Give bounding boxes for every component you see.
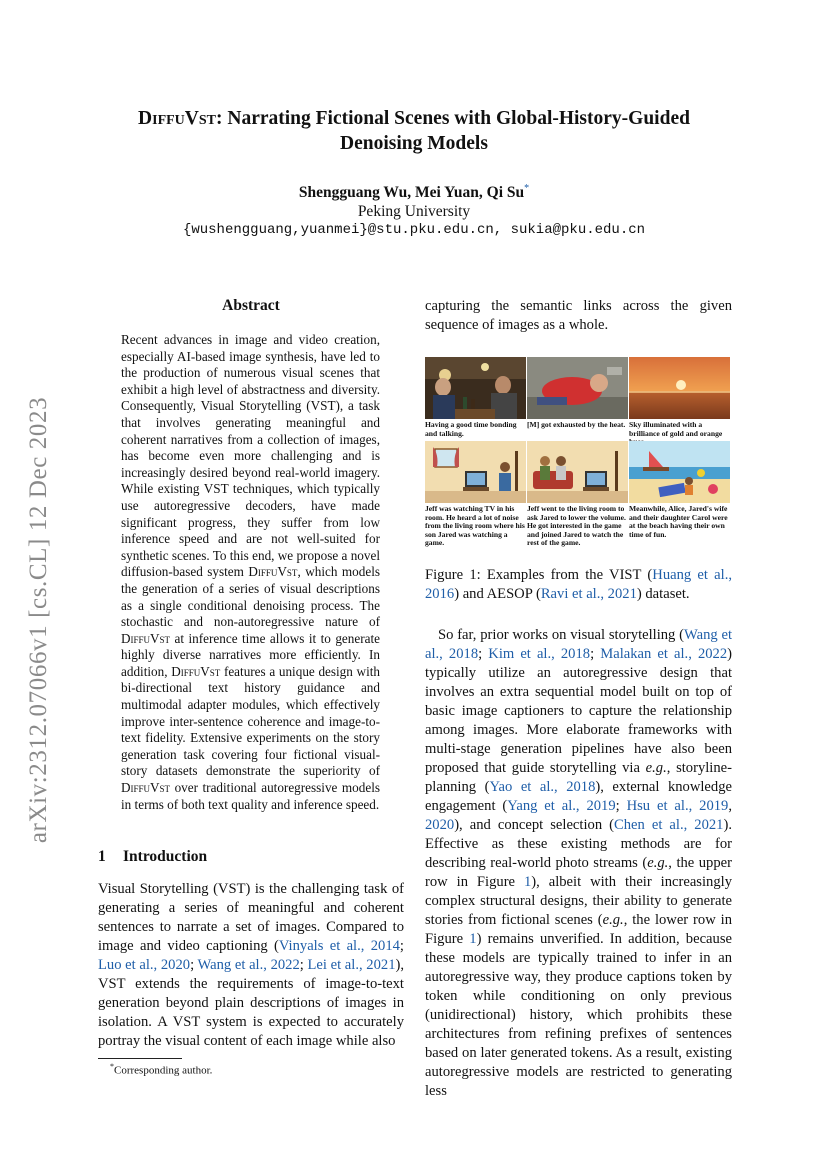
abstract-body — [121, 332, 380, 813]
body-text: , the lower row in Figure — [425, 912, 732, 947]
footnote-text: Corresponding author. — [114, 1064, 213, 1077]
body-text: ; — [190, 957, 198, 973]
continued-paragraph: capturing the semantic links across the given sequence of images as a whole. — [425, 298, 732, 333]
citation-link[interactable]: Hsu et al., 2019 — [626, 798, 729, 814]
body-text: , storyline-planning ( — [425, 760, 733, 795]
citation-link[interactable]: Wang et al., 2022 — [197, 957, 300, 973]
body-text: ), and concept selection ( — [454, 817, 615, 833]
citation-link[interactable]: Malakan et al., 2022 — [600, 646, 728, 662]
photo-sunset — [629, 357, 730, 419]
illustration-beach — [629, 441, 730, 503]
figure-caption-6: Meanwhile, Alice, Jared's wife and their daughter Carol were at the beach having their own time of fun. — [629, 504, 728, 539]
caption-text: Figure 1: Examples from the VIST ( — [425, 567, 653, 583]
exhausted-photo-image — [527, 357, 628, 419]
footnote-divider — [98, 1058, 182, 1059]
caption-text: ) dataset. — [636, 586, 690, 602]
citation-link[interactable]: Ravi et al., 2021 — [540, 586, 637, 602]
citation-link[interactable]: Vinyals et al., 2014 — [278, 938, 400, 954]
system-name: DiffuVst — [121, 630, 171, 646]
title-text: : Narrating Fictional Scenes with Global-History-Guided Denoising Models — [216, 108, 690, 154]
section-title: Introduction — [123, 848, 208, 865]
corresponding-mark[interactable]: * — [524, 183, 530, 194]
body-text: , — [728, 798, 732, 814]
abstract-text: , which models the generation of a series of visual descriptions as a single conditional denoising process. The stochastic and non-autoregressive nature of — [121, 564, 380, 630]
body-text: ). Effective as these existing methods are for describing real-world photo streams ( — [425, 817, 732, 871]
emphasis-text: e.g. — [647, 855, 669, 871]
abstract-text: over traditional autoregressive models in terms of both text quality and inference speed. — [121, 780, 380, 812]
figure-ref-link[interactable]: 1 — [469, 931, 477, 947]
author-list — [98, 183, 730, 202]
body-text: ) remains unverified. In addition, because these models are typically trained to infer in an autoregressive way, they produce captions token by token while conditioning on only previous (unidirectional) history, which prohibits these architectures from refining prefixes of sentences based on later generated tokens. As a result, existing autoregressive models are restricted to generating less — [425, 931, 732, 1099]
photo-friends-bar — [425, 357, 526, 419]
abstract-text: features a unique design with bi-directional text history guidance and multimodal adapter modules, which effectively improve inter-sentence coherence and image-to-text fidelity. Extensive experiments on the story generation task covering four fictional visual-story datasets demonstrate the superiority of — [121, 663, 380, 779]
figure-caption-3: Sky illuminated with a brilliance of gold and orange — [629, 420, 723, 438]
system-name: DiffuVst — [171, 663, 221, 679]
abstract-text: at inference time allows it to generate highly diverse narratives more efficiently. In addition, — [121, 630, 380, 679]
figure-caption-1: Having a good time bonding and talking. — [425, 420, 517, 438]
figure-caption-4: Jeff was watching TV in his room. He heard a lot of noise from the living room where his son Jared was watching a game. — [425, 504, 525, 548]
illustration-tv-room — [425, 441, 526, 503]
citation-link[interactable]: Chen et al., 2021 — [614, 817, 724, 833]
citation-link[interactable]: 2020 — [425, 817, 455, 833]
body-text: ), VST extends the requirements of image-to-text generation beyond plain descriptions of images in isolation. A VST system is expected to accurately portray the visual content of each image while also — [98, 957, 405, 1049]
system-name: DiffuVst — [138, 108, 216, 129]
body-text: So far, prior works on visual storytelling ( — [438, 627, 685, 643]
citation-link[interactable]: Huang et al., 2016 — [425, 567, 732, 602]
citation-link[interactable]: Yang et al., 2019 — [507, 798, 616, 814]
body-text: ; — [590, 646, 601, 662]
footnote — [110, 1062, 212, 1077]
prior-work-paragraph — [425, 626, 732, 1101]
paper-title — [98, 106, 730, 156]
figure-1 — [425, 357, 731, 547]
citation-link[interactable]: Luo et al., 2020 — [98, 957, 191, 973]
citation-link[interactable]: Yao et al., 2018 — [489, 779, 596, 795]
introduction-paragraph — [98, 880, 404, 1051]
section-heading-introduction — [98, 848, 207, 866]
affiliation: Peking University — [357, 203, 471, 220]
footnote-mark: * — [110, 1062, 114, 1071]
friends-photo-image — [425, 357, 526, 419]
body-text: ; — [399, 938, 404, 954]
living-room-image — [527, 441, 628, 503]
body-text: ), external knowledge engagement ( — [425, 779, 732, 814]
beach-image — [629, 441, 730, 503]
citation-link[interactable]: Kim et al., 2018 — [488, 646, 591, 662]
arxiv-identifier: arXiv:2312.07066v1 [cs.CL] 12 Dec 2023 — [25, 396, 52, 844]
emphasis-text: e.g. — [602, 912, 624, 928]
figure-ref-link[interactable]: 1 — [523, 874, 532, 890]
illustration-living-room — [527, 441, 628, 503]
arxiv-sidebar — [14, 360, 64, 880]
author-names: Shengguang Wu, Mei Yuan, Qi Su — [298, 184, 525, 202]
author-emails: {wushengguang,yuanmei}@stu.pku.edu.cn, sukia@pku.edu.cn — [182, 222, 646, 238]
system-name: DiffuVst — [121, 780, 171, 796]
figure-caption-5: Jeff went to the living room to ask Jared to lower the volume. He got interested in the game and joined Jared to watch the rest of the game. — [527, 504, 626, 548]
caption-text: ) and AESOP ( — [454, 586, 541, 602]
abstract-heading: Abstract — [222, 297, 280, 314]
abstract-text: Recent advances in image and video creation, especially AI-based image synthesis, have led to the production of numerous visual scenes that exhibit a high level of abstractness and diversity. Consequently, Visual Storytelling (VST), a task that involves generating meaningful and coherent narratives from a collection of images, has become even more challenging and is increasingly desired beyond real-world imagery. While existing VST techniques, which typically use autoregressive decoders, have made significant progress, they suffer from low inference speed and are not well-suited for synthetic scenes. To this end, we propose a novel diffusion-based system — [121, 332, 380, 580]
system-name: DiffuVst — [248, 564, 298, 580]
body-text: , the upper row in Figure — [425, 855, 732, 890]
figure-1-caption — [425, 566, 732, 604]
emphasis-text: e.g. — [645, 760, 667, 776]
sunset-photo-image — [629, 357, 730, 419]
photo-exhausted-man — [527, 357, 628, 419]
tv-room-image — [425, 441, 526, 503]
section-number: 1 — [98, 848, 106, 865]
body-text: ; — [299, 957, 308, 973]
citation-link[interactable]: Wang et al., 2018 — [425, 627, 733, 662]
body-text: ) typically utilize an autoregressive design that involves an extra sequential model built on top of basic image captioners to capture the relationship among images. More elaborate frameworks with multi-stage generation pipelines have also been proposed that guide storytelling via — [425, 646, 733, 776]
body-text: ), albeit with their increasingly complex structural designs, their ability to generate stories from fictional scenes ( — [425, 874, 732, 928]
citation-link[interactable]: Lei et al., 2021 — [307, 957, 396, 973]
body-text: Visual Storytelling (VST) is the challenging task of generating a series of meaningful and coherent sentences to narrate a set of images. Compared to image and video captioning ( — [98, 881, 404, 954]
figure-caption-2: [M] got exhausted by the heat. — [527, 420, 626, 429]
body-text: ; — [478, 646, 489, 662]
body-text: ; — [615, 798, 627, 814]
